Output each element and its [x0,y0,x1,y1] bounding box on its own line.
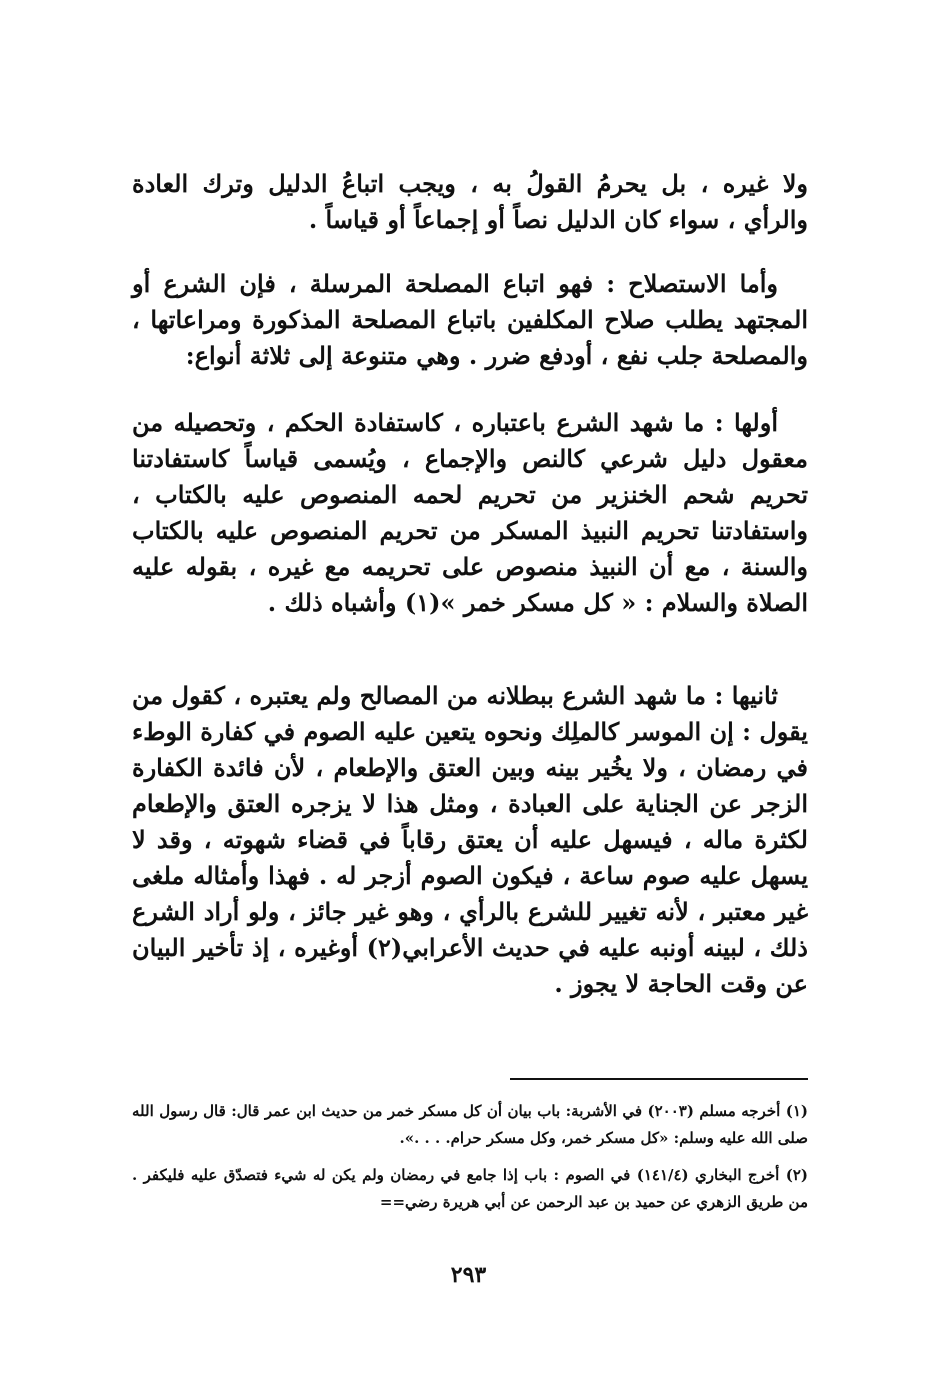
paragraph-istislah [132,266,808,374]
paragraph-text: وأما الاستصلاح : فهو اتباع المصلحة المرسلة ، فإن الشرع أو المجتهد يطلب صلاح المكلفين باتباع المصلحة المذكورة ومراعاتها ، والمصلحة جلب نفع ، أودفع ضرر . وهي متنوعة إلى ثلاثة أنواع: [132,269,808,370]
footnote-text: (١) أخرجه مسلم (٢٠٠٣) في الأشربة: باب بيان أن كل مسكر خمر من حديث ابن عمر قال: قال رسول الله صلى الله عليه وسلم: «كل مسكر خمر، وكل مسكر حرام. . . .». [132,1102,808,1147]
paragraph-intro [132,166,808,238]
page-number: ٢٩٣ [450,1262,487,1288]
footnote-2 [132,1162,808,1216]
footnote-divider [510,1078,808,1080]
footnote-1 [132,1098,808,1152]
paragraph-first-type [132,405,808,621]
paragraph-text: أولها : ما شهد الشرع باعتباره ، كاستفادة الحكم ، وتحصيله من معقول دليل شرعي كالنص والإجماع ، ويُسمى قياساً كاستفادتنا تحريم شحم الخنزير من تحريم لحمه المنصوص عليه بالكتاب ، واستفادتنا تحريم النبيذ المسكر من تحريم المنصوص عليه بالكتاب والسنة ، مع أن النبيذ منصوص على تحريمه مع غيره ، بقوله عليه الصلاة والسلام : « كل مسكر خمر »(١) وأشباه ذلك . [132,408,808,617]
footnote-text: (٢) أخرج البخاري (١٤١/٤) في الصوم : باب إذا جامع في رمضان ولم يكن له شيء فتصدّق عليه فليكفر . من طريق الزهري عن حميد بن عبد الرحمن عن أبي هريرة رضي== [132,1166,808,1211]
paragraph-text: ولا غيره ، بل يحرمُ القولُ به ، ويجب اتباعُ الدليل وترك العادة والرأي ، سواء كان الدليل نصاً أو إجماعاً أو قياساً . [132,169,808,234]
paragraph-text: ثانيها : ما شهد الشرع ببطلانه من المصالح ولم يعتبره ، كقول من يقول : إن الموسر كالملِك ونحوه يتعين عليه الصوم في كفارة الوطء في رمضان ، ولا يخُير بينه وبين العتق والإطعام ، لأن فائدة الكفارة الزجر عن الجناية على العبادة ، ومثل هذا لا يزجره العتق والإطعام لكثرة ماله ، فيسهل عليه أن يعتق رقاباً في قضاء شهوته ، وقد لا يسهل عليه صوم ساعة ، فيكون الصوم أزجر له . فهذا وأمثاله ملغى غير معتبر ، لأنه تغيير للشرع بالرأي ، وهو غير جائز ، ولو أراد الشرع ذلك ، لبينه أونبه عليه في حديث الأعرابي(٢) أوغيره ، إذ تأخير البيان عن وقت الحاجة لا يجوز . [132,681,808,998]
paragraph-second-type [132,678,808,1002]
